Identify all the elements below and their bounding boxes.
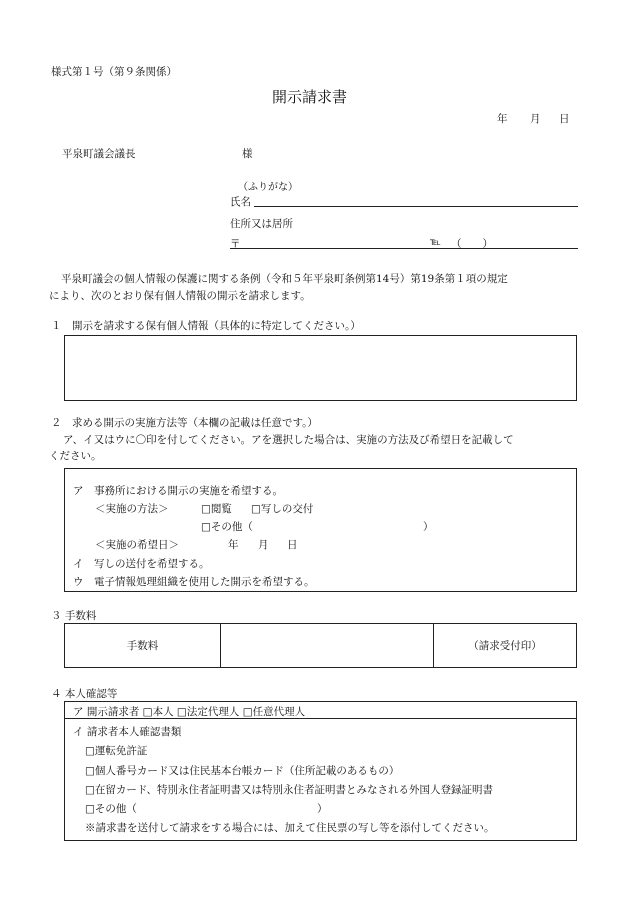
preferred-day[interactable]: 日 — [287, 539, 298, 551]
intro-line-2: により、次のとおり保有個人情報の開示を請求します。 — [49, 290, 311, 302]
preferred-month[interactable]: 月 — [258, 539, 269, 551]
date-label: ＜実施の希望日＞ — [95, 539, 179, 551]
fee-label: 手数料 — [126, 640, 159, 652]
section-3-heading: ３ 手数料 — [51, 610, 97, 622]
fee-label-cell — [65, 624, 220, 667]
section-2-heading: ２ 求める開示の実施方法等（本欄の記載は任意です。） — [51, 417, 318, 429]
date-month-label: 月 — [530, 113, 541, 125]
disclosure-method-box — [64, 468, 577, 592]
fee-table — [64, 623, 577, 668]
section-2-note-1: ア、イ又はウに〇印を付してください。アを選択した場合は、実施の方法及び希望日を記載して — [63, 434, 514, 446]
mailing-note: ※請求書を送付して請求をする場合には、加えて住民票の写し等を添付してください。 — [85, 822, 495, 834]
address-label: 住所又は居所 — [230, 218, 293, 230]
furigana-label: （ふりがな） — [238, 182, 298, 193]
method-other-close: ） — [423, 521, 434, 533]
identity-table — [64, 701, 577, 841]
receipt-stamp-cell — [434, 624, 576, 667]
method-copy-checkbox[interactable]: □写しの交付 — [251, 503, 314, 515]
method-view-checkbox[interactable]: □閲覧 — [201, 503, 232, 515]
identity-divider — [65, 718, 576, 719]
doc-other-checkbox[interactable]: □その他（ — [85, 803, 137, 815]
method-other-checkbox[interactable]: □その他（ — [201, 521, 253, 533]
address-field[interactable] — [230, 248, 578, 249]
name-field[interactable] — [254, 206, 578, 207]
name-label: 氏名 — [230, 196, 251, 208]
tel-label: ℡ — [430, 237, 441, 248]
section-2-note-2: ください。 — [49, 450, 102, 462]
section-1-heading: １ 開示を請求する保有個人情報（具体的に特定してください。） — [51, 320, 361, 332]
doc-mynumber-checkbox[interactable]: □個人番号カード又は住民基本台帳カード（住所記載のあるもの） — [85, 765, 400, 777]
doc-residence-card-checkbox[interactable]: □在留カード、特別永住者証明書又は特別永住者証明書とみなされる外国人登録証明書 — [85, 784, 493, 796]
page-title: 開示請求書 — [272, 88, 348, 106]
form-number: 様式第１号（第９条関係） — [51, 66, 177, 78]
requested-info-box[interactable] — [64, 335, 577, 401]
doc-other-close: ） — [317, 803, 328, 815]
date-day-label: 日 — [559, 113, 570, 125]
id-docs-heading: イ 請求者本人確認書類 — [73, 726, 182, 738]
doc-license-checkbox[interactable]: □運転免許証 — [85, 745, 148, 757]
method-label: ＜実施の方法＞ — [95, 503, 169, 515]
intro-line-1: 平泉町議会の個人情報の保護に関する条例（令和５年平泉町条例第14号）第19条第１項の規定 — [61, 273, 508, 285]
option-u[interactable]: ウ 電子情報処理組織を使用した開示を希望する。 — [73, 576, 315, 588]
addressee: 平泉町議会議長 — [62, 148, 136, 160]
honorific: 様 — [242, 148, 253, 160]
requester-type-row[interactable]: ア 開示請求者 □本人 □法定代理人 □任意代理人 — [73, 706, 306, 718]
date-year-label: 年 — [497, 113, 508, 125]
postal-mark: 〒 — [230, 238, 241, 250]
fee-value-cell[interactable] — [221, 624, 433, 667]
option-a[interactable]: ア 事務所における開示の実施を希望する。 — [73, 485, 283, 497]
option-i[interactable]: イ 写しの送付を希望する。 — [73, 558, 210, 570]
preferred-year[interactable]: 年 — [228, 539, 239, 551]
tel-parens: （ ） — [451, 238, 493, 250]
receipt-label: （請求受付印） — [468, 640, 542, 652]
section-4-heading: ４ 本人確認等 — [51, 688, 118, 700]
